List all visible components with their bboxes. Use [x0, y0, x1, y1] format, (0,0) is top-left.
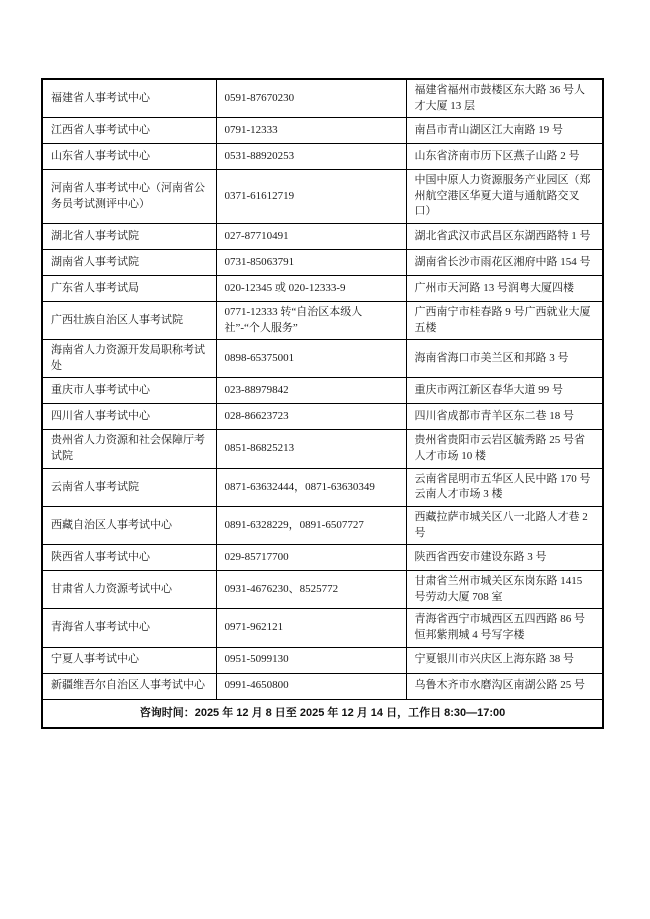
- table-row: [42, 118, 603, 144]
- table-row: [42, 468, 603, 506]
- org-name-cell: 江西省人事考试中心: [42, 118, 216, 144]
- consultation-time-note: 咨询时间：2025 年 12 月 8 日至 2025 年 12 月 14 日，工作日 8:30—17:00: [42, 699, 603, 728]
- address-cell: 广西南宁市桂春路 9 号广西就业大厦五楼: [406, 302, 603, 340]
- phone-cell: 020-12345 或 020-12333-9: [216, 276, 406, 302]
- org-name-cell: 湖北省人事考试院: [42, 224, 216, 250]
- org-name-cell: 山东省人事考试中心: [42, 144, 216, 170]
- phone-cell: 029-85717700: [216, 545, 406, 571]
- phone-cell: 023-88979842: [216, 378, 406, 404]
- org-name-cell: 广西壮族自治区人事考试院: [42, 302, 216, 340]
- address-cell: 乌鲁木齐市水磨沟区南湖公路 25 号: [406, 673, 603, 699]
- phone-cell: 0871-63632444，0871-63630349: [216, 468, 406, 506]
- org-name-cell: 西藏自治区人事考试中心: [42, 506, 216, 544]
- address-cell: 青海省西宁市城西区五四西路 86 号恒邦紫荆城 4 号写字楼: [406, 609, 603, 647]
- phone-cell: 0531-88920253: [216, 144, 406, 170]
- org-name-cell: 青海省人事考试中心: [42, 609, 216, 647]
- org-name-cell: 广东省人事考试局: [42, 276, 216, 302]
- table-row: [42, 302, 603, 340]
- address-cell: 四川省成都市青羊区东二巷 18 号: [406, 404, 603, 430]
- table-row: [42, 404, 603, 430]
- org-name-cell: 福建省人事考试中心: [42, 79, 216, 118]
- phone-cell: 028-86623723: [216, 404, 406, 430]
- phone-cell: 0951-5099130: [216, 647, 406, 673]
- table-row: [42, 170, 603, 224]
- phone-cell: 0898-65375001: [216, 340, 406, 378]
- address-cell: 海南省海口市美兰区和邦路 3 号: [406, 340, 603, 378]
- exam-center-contact-table: [41, 78, 604, 729]
- address-cell: 中国中原人力资源服务产业园区（郑州航空港区华夏大道与通航路交叉口）: [406, 170, 603, 224]
- address-cell: 甘肃省兰州市城关区东岗东路 1415 号劳动大厦 708 室: [406, 571, 603, 609]
- address-cell: 山东省济南市历下区燕子山路 2 号: [406, 144, 603, 170]
- org-name-cell: 陕西省人事考试中心: [42, 545, 216, 571]
- phone-cell: 0371-61612719: [216, 170, 406, 224]
- address-cell: 云南省昆明市五华区人民中路 170 号云南人才市场 3 楼: [406, 468, 603, 506]
- address-cell: 贵州省贵阳市云岩区毓秀路 25 号省人才市场 10 楼: [406, 430, 603, 468]
- org-name-cell: 海南省人力资源开发局职称考试处: [42, 340, 216, 378]
- org-name-cell: 四川省人事考试中心: [42, 404, 216, 430]
- address-cell: 陕西省西安市建设东路 3 号: [406, 545, 603, 571]
- org-name-cell: 湖南省人事考试院: [42, 250, 216, 276]
- table-row: [42, 378, 603, 404]
- address-cell: 广州市天河路 13 号润粤大厦四楼: [406, 276, 603, 302]
- phone-cell: 0791-12333: [216, 118, 406, 144]
- table-row: [42, 647, 603, 673]
- table-row: [42, 144, 603, 170]
- phone-cell: 0591-87670230: [216, 79, 406, 118]
- address-cell: 湖南省长沙市雨花区湘府中路 154 号: [406, 250, 603, 276]
- phone-cell: 0771-12333 转“自治区本级人社”-“个人服务”: [216, 302, 406, 340]
- table-row: [42, 250, 603, 276]
- address-cell: 重庆市两江新区春华大道 99 号: [406, 378, 603, 404]
- table-row: [42, 506, 603, 544]
- address-cell: 宁夏银川市兴庆区上海东路 38 号: [406, 647, 603, 673]
- table-row: [42, 276, 603, 302]
- table-row: [42, 673, 603, 699]
- address-cell: 南昌市青山湖区江大南路 19 号: [406, 118, 603, 144]
- table-row: [42, 430, 603, 468]
- table-row: [42, 545, 603, 571]
- address-cell: 湖北省武汉市武昌区东湖西路特 1 号: [406, 224, 603, 250]
- phone-cell: 0731-85063791: [216, 250, 406, 276]
- org-name-cell: 重庆市人事考试中心: [42, 378, 216, 404]
- phone-cell: 0971-962121: [216, 609, 406, 647]
- table-row: [42, 571, 603, 609]
- phone-cell: 0891-6328229，0891-6507727: [216, 506, 406, 544]
- phone-cell: 0991-4650800: [216, 673, 406, 699]
- phone-cell: 027-87710491: [216, 224, 406, 250]
- org-name-cell: 河南省人事考试中心（河南省公务员考试测评中心）: [42, 170, 216, 224]
- address-cell: 福建省福州市鼓楼区东大路 36 号人才大厦 13 层: [406, 79, 603, 118]
- org-name-cell: 宁夏人事考试中心: [42, 647, 216, 673]
- phone-cell: 0931-4676230、8525772: [216, 571, 406, 609]
- table-row: [42, 609, 603, 647]
- org-name-cell: 甘肃省人力资源考试中心: [42, 571, 216, 609]
- org-name-cell: 云南省人事考试院: [42, 468, 216, 506]
- address-cell: 西藏拉萨市城关区八一北路人才巷 2 号: [406, 506, 603, 544]
- table-row: [42, 79, 603, 118]
- table-row: [42, 340, 603, 378]
- table-row: [42, 224, 603, 250]
- org-name-cell: 贵州省人力资源和社会保障厅考试院: [42, 430, 216, 468]
- org-name-cell: 新疆维吾尔自治区人事考试中心: [42, 673, 216, 699]
- phone-cell: 0851-86825213: [216, 430, 406, 468]
- table-body: [42, 79, 603, 699]
- footer-row: [42, 699, 603, 728]
